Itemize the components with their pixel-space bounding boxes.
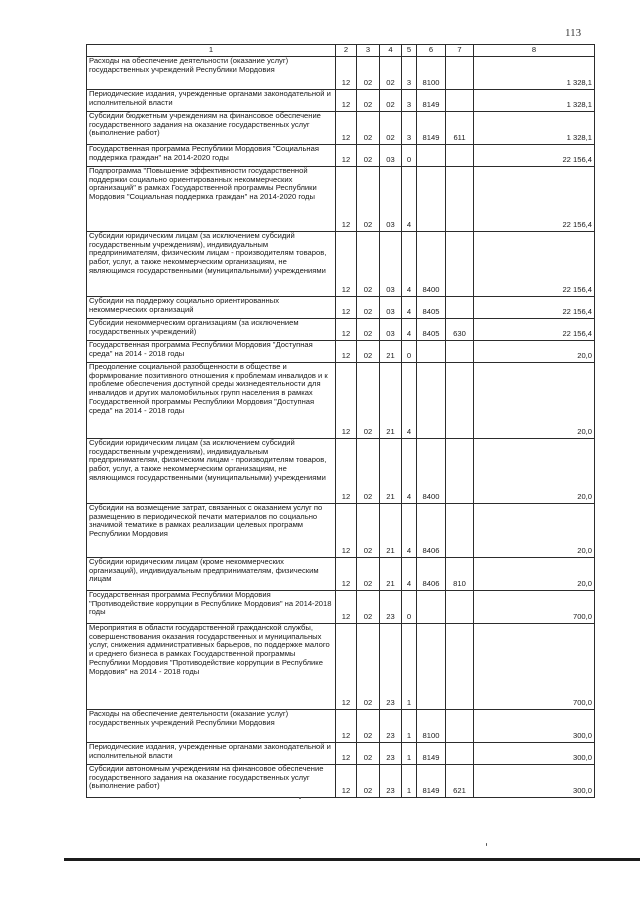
row-code-col-5: 0 [402, 145, 417, 167]
row-code-col-4: 21 [380, 341, 402, 363]
header-row [87, 45, 595, 57]
row-code-col-6: 8149 [417, 112, 446, 145]
page-number: 113 [565, 27, 582, 39]
row-code-col-5: 1 [402, 624, 417, 710]
row-amount: 300,0 [474, 765, 595, 798]
row-code-col-7: 810 [446, 558, 474, 591]
scan-speck [486, 843, 487, 846]
row-description: Субсидии автономным учреждениям на финансовое обеспечение государственного задания на оказание государственных услуг (выполнение работ) [87, 765, 336, 798]
row-code-col-6: 8406 [417, 504, 446, 558]
row-description: Субсидии юридическим лицам (за исключением субсидий государственным учреждениям), индивидуальным предпринимателям, физическим лицам - производителям товаров, работ, услуг, а также некоммерческим организациям, не являющимся государственными (муниципальными) учреждениями [87, 232, 336, 297]
row-description: Государственная программа Республики Мордовия "Противодействие коррупции в Республике Мордовия" на 2014-2018 годы [87, 591, 336, 624]
row-code-col-3: 02 [357, 710, 380, 743]
row-code-col-7 [446, 504, 474, 558]
row-amount: 22 156,4 [474, 232, 595, 297]
row-code-col-2: 12 [336, 743, 357, 765]
row-code-col-3: 02 [357, 504, 380, 558]
row-code-col-6: 8100 [417, 57, 446, 90]
table-row [87, 57, 595, 90]
row-code-col-2: 12 [336, 319, 357, 341]
table-header [87, 45, 595, 57]
table-row [87, 710, 595, 743]
column-header-6: 6 [417, 45, 446, 57]
row-code-col-2: 12 [336, 341, 357, 363]
row-code-col-4: 03 [380, 167, 402, 232]
row-code-col-4: 23 [380, 710, 402, 743]
row-code-col-6: 8405 [417, 297, 446, 319]
row-code-col-5: 4 [402, 504, 417, 558]
row-code-col-2: 12 [336, 624, 357, 710]
row-amount: 20,0 [474, 341, 595, 363]
table-row [87, 341, 595, 363]
row-amount: 1 328,1 [474, 112, 595, 145]
table-row [87, 558, 595, 591]
table-row [87, 297, 595, 319]
row-code-col-3: 02 [357, 57, 380, 90]
budget-table [86, 44, 595, 798]
row-code-col-5: 3 [402, 112, 417, 145]
row-code-col-7: 621 [446, 765, 474, 798]
row-code-col-7: 630 [446, 319, 474, 341]
row-code-col-4: 21 [380, 558, 402, 591]
row-amount: 1 328,1 [474, 57, 595, 90]
row-code-col-3: 02 [357, 439, 380, 504]
table-body [87, 57, 595, 798]
row-code-col-5: 3 [402, 57, 417, 90]
row-code-col-3: 02 [357, 90, 380, 112]
row-code-col-5: 4 [402, 319, 417, 341]
table-row [87, 363, 595, 439]
row-code-col-4: 21 [380, 504, 402, 558]
row-code-col-2: 12 [336, 558, 357, 591]
row-code-col-3: 02 [357, 232, 380, 297]
row-code-col-6: 8400 [417, 232, 446, 297]
row-code-col-4: 23 [380, 765, 402, 798]
row-description: Периодические издания, учрежденные органами законодательной и исполнительной власти [87, 90, 336, 112]
row-description: Субсидии бюджетным учреждениям на финансовое обеспечение государственного задания на оказание государственных услуг (выполнение работ) [87, 112, 336, 145]
row-code-col-4: 03 [380, 145, 402, 167]
row-code-col-7 [446, 710, 474, 743]
row-description: Государственная программа Республики Мордовия "Доступная среда" на 2014 - 2018 годы [87, 341, 336, 363]
row-code-col-3: 02 [357, 112, 380, 145]
column-header-1: 1 [87, 45, 336, 57]
row-code-col-5: 1 [402, 743, 417, 765]
row-code-col-7 [446, 57, 474, 90]
row-code-col-2: 12 [336, 439, 357, 504]
row-code-col-6 [417, 341, 446, 363]
row-code-col-6 [417, 145, 446, 167]
table-row [87, 167, 595, 232]
row-code-col-6 [417, 591, 446, 624]
column-header-5: 5 [402, 45, 417, 57]
row-code-col-7 [446, 341, 474, 363]
row-description: Субсидии на поддержку социально ориентированных некоммерческих организаций [87, 297, 336, 319]
row-code-col-7 [446, 591, 474, 624]
row-code-col-2: 12 [336, 591, 357, 624]
column-header-4: 4 [380, 45, 402, 57]
row-code-col-3: 02 [357, 743, 380, 765]
row-amount: 22 156,4 [474, 319, 595, 341]
row-code-col-4: 02 [380, 57, 402, 90]
table-row [87, 90, 595, 112]
table-row [87, 319, 595, 341]
row-code-col-5: 4 [402, 232, 417, 297]
row-description: Государственная программа Республики Мордовия "Социальная поддержка граждан" на 2014-2020 годы [87, 145, 336, 167]
row-amount: 22 156,4 [474, 297, 595, 319]
row-code-col-6: 8149 [417, 90, 446, 112]
row-code-col-7 [446, 743, 474, 765]
row-code-col-2: 12 [336, 112, 357, 145]
row-amount: 20,0 [474, 504, 595, 558]
row-description: Субсидии юридическим лицам (за исключением субсидий государственным учреждениям), индивидуальным предпринимателям, физическим лицам - производителям товаров, работ, услуг, а также некоммерческим организациям, не являющимся государственными (муниципальными) учреждениями [87, 439, 336, 504]
row-code-col-3: 02 [357, 319, 380, 341]
row-code-col-5: 1 [402, 765, 417, 798]
row-amount: 20,0 [474, 439, 595, 504]
row-code-col-7 [446, 167, 474, 232]
row-code-col-4: 23 [380, 624, 402, 710]
row-code-col-5: 0 [402, 341, 417, 363]
row-code-col-2: 12 [336, 297, 357, 319]
row-code-col-6 [417, 363, 446, 439]
row-code-col-4: 21 [380, 363, 402, 439]
row-amount: 20,0 [474, 363, 595, 439]
row-code-col-5: 4 [402, 297, 417, 319]
row-code-col-4: 21 [380, 439, 402, 504]
table-row [87, 591, 595, 624]
row-code-col-7: 611 [446, 112, 474, 145]
row-code-col-5: 3 [402, 90, 417, 112]
row-amount: 300,0 [474, 743, 595, 765]
row-amount: 300,0 [474, 710, 595, 743]
row-description: Субсидии некоммерческим организациям (за исключением государственных учреждений) [87, 319, 336, 341]
row-code-col-4: 03 [380, 297, 402, 319]
row-code-col-3: 02 [357, 624, 380, 710]
row-code-col-7 [446, 232, 474, 297]
row-code-col-6: 8405 [417, 319, 446, 341]
row-code-col-6: 8100 [417, 710, 446, 743]
row-description: Периодические издания, учрежденные органами законодательной и исполнительной власти [87, 743, 336, 765]
row-code-col-2: 12 [336, 504, 357, 558]
table-row [87, 765, 595, 798]
row-description: Субсидии юридическим лицам (кроме некоммерческих организаций), индивидуальным предпринимателям, физическим лицам [87, 558, 336, 591]
table-row [87, 504, 595, 558]
row-code-col-4: 03 [380, 232, 402, 297]
row-code-col-2: 12 [336, 57, 357, 90]
row-code-col-3: 02 [357, 591, 380, 624]
row-amount: 700,0 [474, 591, 595, 624]
row-code-col-3: 02 [357, 765, 380, 798]
column-header-3: 3 [357, 45, 380, 57]
row-code-col-2: 12 [336, 145, 357, 167]
row-description: Субсидии на возмещение затрат, связанных с оказанием услуг по размещению в периодической печати материалов по социально значимой тематике в рамках реализации целевых программ Республики Мордовия [87, 504, 336, 558]
row-description: Преодоление социальной разобщенности в обществе и формирование позитивного отношения к проблемам инвалидов и к проблеме обеспечения доступной среды жизнедеятельности для инвалидов и других маломобильных групп населения в рамках Государственной программы Республики Мордовия "Доступная среда" на 2014 - 2018 годы [87, 363, 336, 439]
row-amount: 22 156,4 [474, 167, 595, 232]
row-code-col-2: 12 [336, 167, 357, 232]
row-description: Расходы на обеспечение деятельности (оказание услуг) государственных учреждений Республики Мордовия [87, 57, 336, 90]
table-row [87, 232, 595, 297]
row-code-col-2: 12 [336, 765, 357, 798]
row-code-col-4: 23 [380, 591, 402, 624]
row-code-col-3: 02 [357, 558, 380, 591]
table-row [87, 112, 595, 145]
row-code-col-6: 8149 [417, 743, 446, 765]
row-code-col-2: 12 [336, 363, 357, 439]
table-row [87, 145, 595, 167]
row-amount: 20,0 [474, 558, 595, 591]
row-code-col-2: 12 [336, 710, 357, 743]
scan-edge-line [64, 858, 640, 861]
row-code-col-6: 8406 [417, 558, 446, 591]
row-code-col-5: 1 [402, 710, 417, 743]
table-row [87, 743, 595, 765]
row-description: Мероприятия в области государственной гражданской службы, совершенствования оказания государственных и муниципальных услуг, снижения административных барьеров, по поддержке малого и среднего бизнеса в рамках Государственной программы Республики Мордовия "Противодействие коррупции в Республике Мордовия" на 2014 - 2018 годы [87, 624, 336, 710]
row-amount: 22 156,4 [474, 145, 595, 167]
row-amount: 1 328,1 [474, 90, 595, 112]
row-code-col-7 [446, 90, 474, 112]
column-header-8: 8 [474, 45, 595, 57]
row-code-col-4: 23 [380, 743, 402, 765]
column-header-7: 7 [446, 45, 474, 57]
row-code-col-3: 02 [357, 145, 380, 167]
row-code-col-5: 4 [402, 363, 417, 439]
row-code-col-6: 8149 [417, 765, 446, 798]
row-code-col-3: 02 [357, 341, 380, 363]
row-code-col-6 [417, 624, 446, 710]
row-code-col-5: 4 [402, 167, 417, 232]
row-code-col-2: 12 [336, 232, 357, 297]
row-code-col-6 [417, 167, 446, 232]
row-amount: 700,0 [474, 624, 595, 710]
row-code-col-4: 02 [380, 112, 402, 145]
row-code-col-4: 03 [380, 319, 402, 341]
row-code-col-3: 02 [357, 297, 380, 319]
table-row [87, 624, 595, 710]
row-description: Расходы на обеспечение деятельности (оказание услуг) государственных учреждений Республики Мордовия [87, 710, 336, 743]
row-code-col-5: 4 [402, 439, 417, 504]
row-code-col-3: 02 [357, 167, 380, 232]
row-code-col-7 [446, 624, 474, 710]
column-header-2: 2 [336, 45, 357, 57]
row-code-col-7 [446, 439, 474, 504]
row-code-col-7 [446, 297, 474, 319]
row-code-col-2: 12 [336, 90, 357, 112]
row-code-col-7 [446, 145, 474, 167]
row-code-col-3: 02 [357, 363, 380, 439]
table-row [87, 439, 595, 504]
row-code-col-5: 0 [402, 591, 417, 624]
row-code-col-4: 02 [380, 90, 402, 112]
scan-speck [299, 797, 301, 799]
row-description: Подпрограмма "Повышение эффективности государственной поддержки социально ориентированных некоммерческих организаций" в рамках Государственной программы Республики Мордовия "Социальная поддержка граждан" на 2014-2020 годы [87, 167, 336, 232]
row-code-col-5: 4 [402, 558, 417, 591]
row-code-col-7 [446, 363, 474, 439]
row-code-col-6: 8400 [417, 439, 446, 504]
